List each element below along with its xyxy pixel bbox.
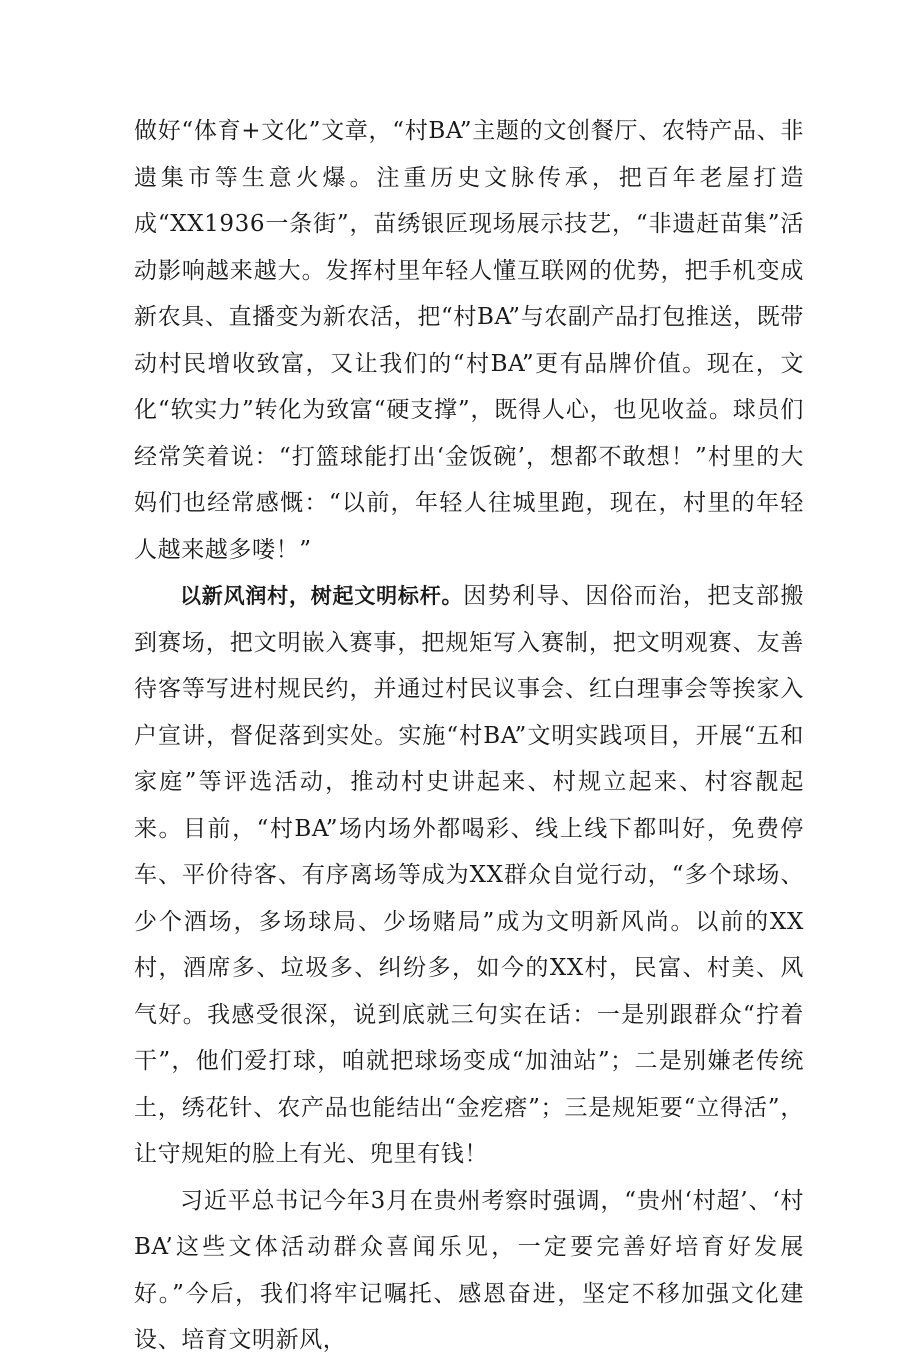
paragraph-3: 习近平总书记今年3月在贵州考察时强调，“贵州‘村超’、‘村BA’这些文体活动群众喜闻乐见，一定要完善好培育好发展好。”今后，我们将牢记嘱托、感恩奋进，坚定不移加强文化建设、培育文明新风，: [134, 1187, 804, 1353]
document-body: [134, 108, 804, 1364]
paragraph-2-lead: 以新风润村，树起文明标杆。: [180, 584, 464, 608]
paragraph-2: [134, 573, 804, 1178]
paragraph-2-body: 因势利导、因俗而治，把支部搬到赛场，把文明嵌入赛事，把规矩写入赛制，把文明观赛、友善待客等写进村规民约，并通过村民议事会、红白理事会等挨家入户宣讲，督促落到实处。实施“村BA”文明实践项目，开展“五和家庭”等评选活动，推动村史讲起来、村规立起来、村容靓起来。目前，“村BA”场内场外都喝彩、线上线下都叫好，免费停车、平价待客、有序离场等成为XX群众自觉行动，“多个球场、少个酒场，多场球局、少场赌局”成为文明新风尚。以前的XX村，酒席多、垃圾多、纠纷多，如今的XX村，民富、村美、风气好。我感受很深，说到底就三句实在话：一是别跟群众“拧着干”，他们爱打球，咱就把球场变成“加油站”；二是别嫌老传统土，绣花针、农产品也能结出“金疙瘩”；三是规矩要“立得活”，让守规矩的脸上有光、兜里有钱！: [134, 583, 804, 1167]
paragraph-1: 做好“体育+文化”文章，“村BA”主题的文创餐厅、农特产品、非遗集市等生意火爆。注重历史文脉传承，把百年老屋打造成“XX1936一条街”，苗绣银匠现场展示技艺，“非遗赶苗集”活动影响越来越大。发挥村里年轻人懂互联网的优势，把手机变成新农具、直播变为新农活，把“村BA”与农副产品打包推送，既带动村民增收致富，又让我们的“村BA”更有品牌价值。现在，文化“软实力”转化为致富“硬支撑”，既得人心，也见收益。球员们经常笑着说：“打篮球能打出‘金饭碗’，想都不敢想！”村里的大妈们也经常感慨：“以前，年轻人往城里跑，现在，村里的年轻人越来越多喽！”: [134, 118, 804, 563]
